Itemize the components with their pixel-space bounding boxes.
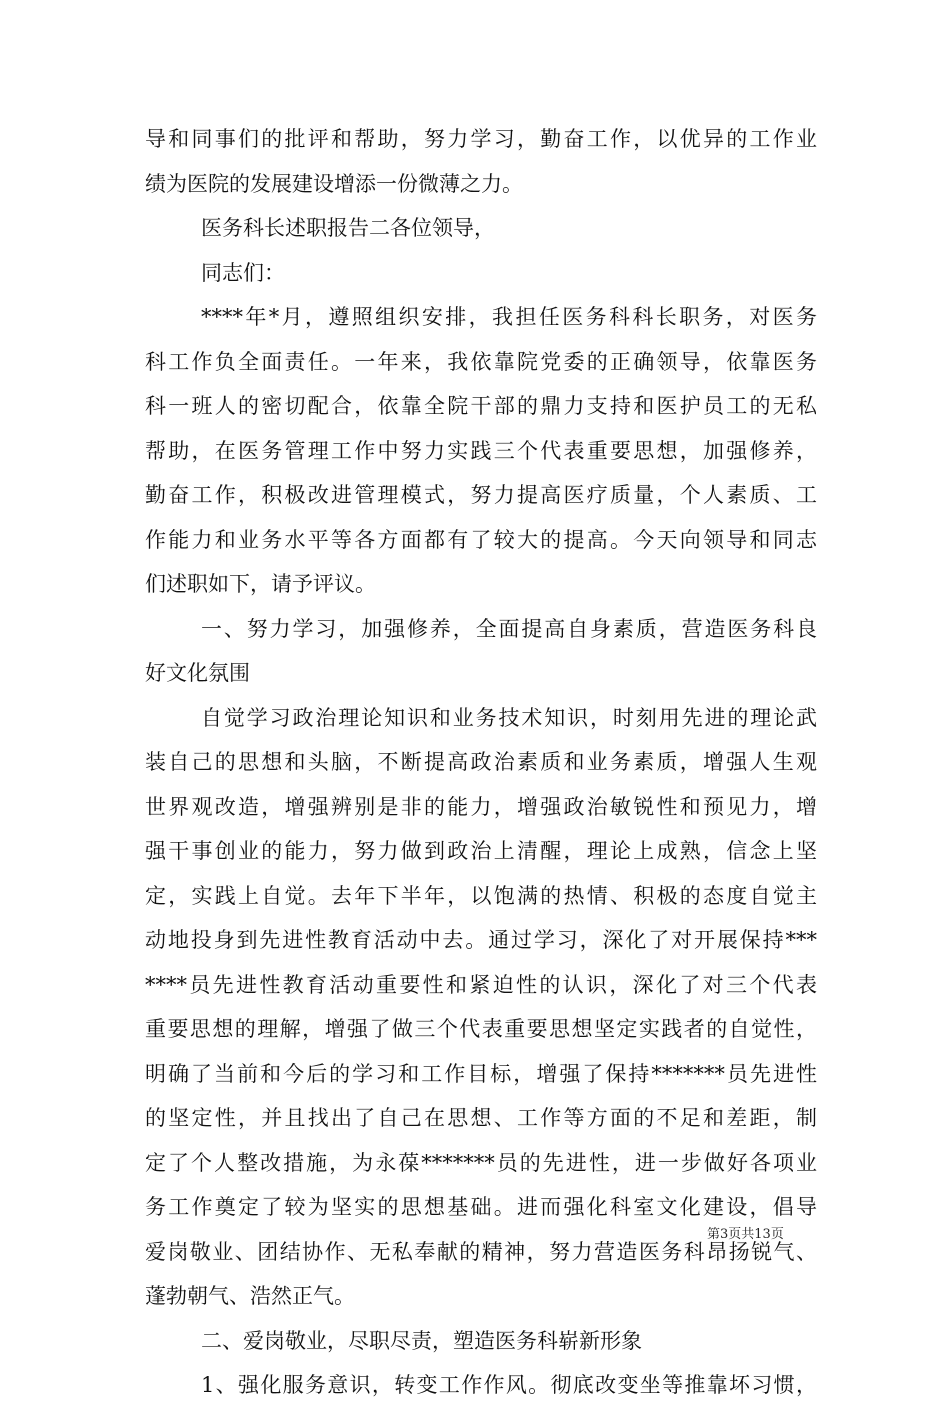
text-line: 医务科长述职报告二各位领导， xyxy=(201,216,495,240)
text-line: 科工作负全面责任。一年来，我依靠院党委的正确领导，依靠医务 xyxy=(145,349,817,374)
text-line: 1、强化服务意识，转变工作作风。彻底改变坐等推靠坏习惯， xyxy=(201,1373,817,1397)
text-line: 导和同事们的批评和帮助，努力学习，勤奋工作，以优异的工作业 xyxy=(145,127,817,151)
text-line: 绩为医院的发展建设增添一份微薄之力。 xyxy=(145,171,523,196)
text-line: 自觉学习政治理论知识和业务技术知识，时刻用先进的理论武 xyxy=(201,705,817,730)
text-line: 好文化氛围 xyxy=(145,661,250,685)
text-line: 装自己的思想和头脑，不断提高政治素质和业务素质，增强人生观 xyxy=(145,750,817,774)
text-line: 定了个人整改措施，为永葆*******员的先进性，进一步做好各项业 xyxy=(145,1150,817,1175)
text-line: 二、爱岗敬业，尽职尽责，塑造医务科崭新形象 xyxy=(201,1328,642,1353)
text-line: 科一班人的密切配合，依靠全院干部的鼎力支持和医护员工的无私 xyxy=(145,394,817,418)
text-line: 重要思想的理解，增强了做三个代表重要思想坚定实践者的自觉性， xyxy=(145,1017,817,1041)
text-line: 定，实践上自觉。去年下半年，以饱满的热情、积极的态度自觉主 xyxy=(145,883,817,908)
text-line: 动地投身到先进性教育活动中去。通过学习，深化了对开展保持*** xyxy=(145,928,817,952)
document-body xyxy=(145,117,817,1408)
text-line: 帮助，在医务管理工作中努力实践三个代表重要思想，加强修养， xyxy=(145,438,817,463)
text-line: 强干事创业的能力，努力做到政治上清醒，理论上成熟，信念上坚 xyxy=(145,839,817,863)
text-line: 的坚定性，并且找出了自己在思想、工作等方面的不足和差距，制 xyxy=(145,1106,817,1130)
text-line: ****员先进性教育活动重要性和紧迫性的认识，深化了对三个代表 xyxy=(145,972,817,997)
text-line: 世界观改造，增强辨别是非的能力，增强政治敏锐性和预见力，增 xyxy=(145,794,817,819)
text-line: 爱岗敬业、团结协作、无私奉献的精神，努力营造医务科昂扬锐气、 xyxy=(145,1239,817,1264)
text-line: 同志们： xyxy=(201,260,285,285)
text-line: 一、努力学习，加强修养，全面提高自身素质，营造医务科良 xyxy=(201,616,817,641)
text-line: ****年*月，遵照组织安排，我担任医务科科长职务，对医务 xyxy=(201,305,817,329)
text-line: 们述职如下，请予评议。 xyxy=(145,572,376,596)
text-line: 勤奋工作，积极改进管理模式，努力提高医疗质量，个人素质、工 xyxy=(145,483,817,507)
text-line: 明确了当前和今后的学习和工作目标，增强了保持*******员先进性 xyxy=(145,1061,817,1086)
text-line: 蓬勃朝气、浩然正气。 xyxy=(145,1284,355,1308)
page-number: 第3页共13页 xyxy=(707,1227,784,1242)
text-line: 作能力和业务水平等各方面都有了较大的提高。今天向领导和同志 xyxy=(145,527,817,552)
text-line: 务工作奠定了较为坚实的思想基础。进而强化科室文化建设，倡导 xyxy=(145,1195,817,1219)
